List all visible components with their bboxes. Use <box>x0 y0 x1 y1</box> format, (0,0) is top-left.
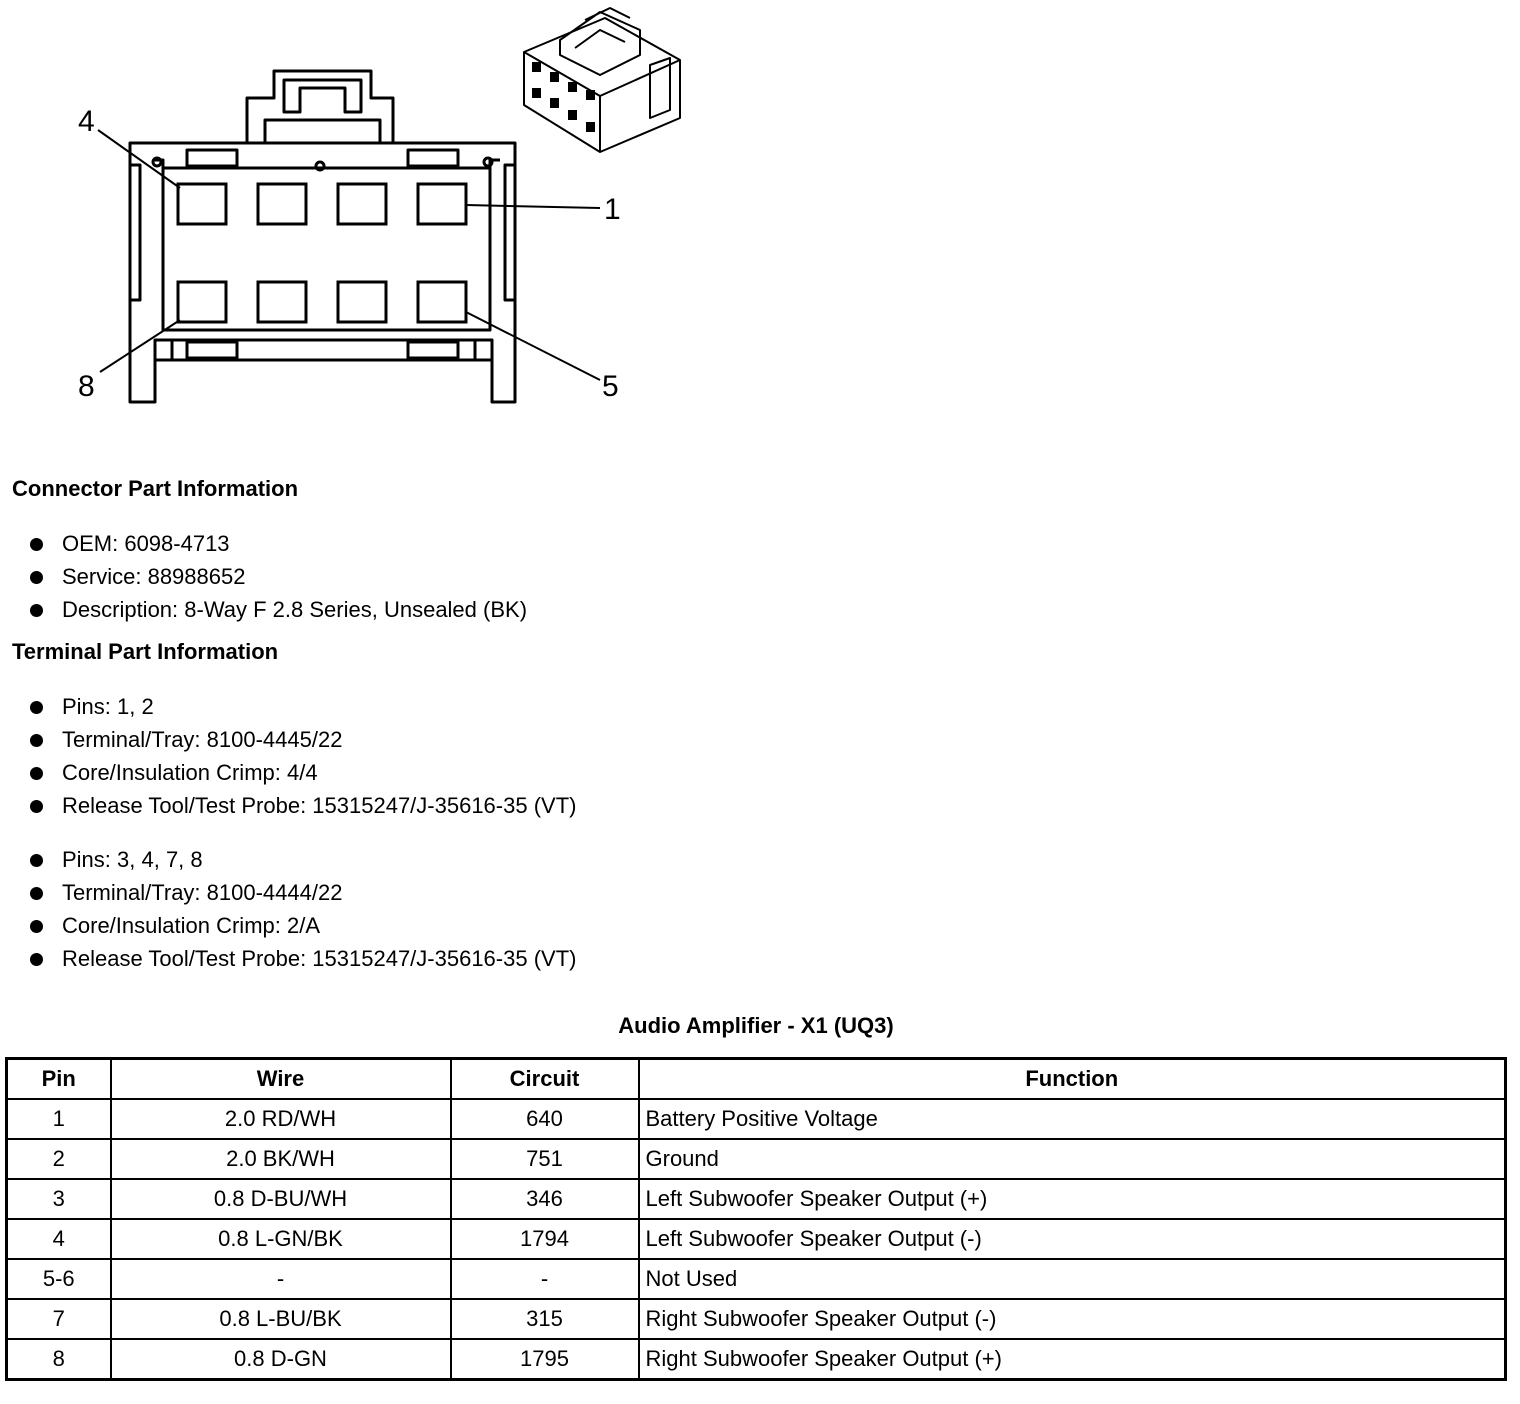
cell-function: Battery Positive Voltage <box>639 1099 1506 1139</box>
pin-cavity-1 <box>418 184 466 224</box>
list-item: Core/Insulation Crimp: 4/4 <box>28 756 576 789</box>
cell-wire: 0.8 L-GN/BK <box>111 1219 451 1259</box>
pin-label-8: 8 <box>78 370 95 403</box>
table-row <box>7 1179 1506 1219</box>
pin-cavity-7 <box>258 282 306 322</box>
connector-part-list <box>28 527 527 626</box>
table-title: Audio Amplifier - X1 (UQ3) <box>618 1013 894 1038</box>
cell-circuit: 1794 <box>451 1219 639 1259</box>
header-pin: Pin <box>7 1059 111 1100</box>
table-row <box>7 1339 1506 1380</box>
cell-circuit: 640 <box>451 1099 639 1139</box>
terminal-part-heading: Terminal Part Information <box>12 639 279 664</box>
connector-diagram <box>0 0 760 440</box>
cell-wire: - <box>111 1259 451 1299</box>
pin-cavity-6 <box>338 282 386 322</box>
cell-pin: 5-6 <box>7 1259 111 1299</box>
pinout-table <box>5 1057 1507 1381</box>
list-item: Terminal/Tray: 8100-4445/22 <box>28 723 576 756</box>
connector-latch <box>247 71 393 143</box>
leader-line-5 <box>466 312 600 380</box>
cell-pin: 8 <box>7 1339 111 1380</box>
terminal-part-list-1 <box>28 690 576 822</box>
header-function: Function <box>639 1059 1506 1100</box>
table-row <box>7 1259 1506 1299</box>
list-item: Description: 8-Way F 2.8 Series, Unsealed (BK) <box>28 593 527 626</box>
cell-wire: 0.8 L-BU/BK <box>111 1299 451 1339</box>
cell-function: Not Used <box>639 1259 1506 1299</box>
pin-cavity-3 <box>258 184 306 224</box>
cell-function: Left Subwoofer Speaker Output (-) <box>639 1219 1506 1259</box>
pin-cavity-8 <box>178 282 226 322</box>
list-item: Service: 88988652 <box>28 560 527 593</box>
connector-body <box>130 143 515 402</box>
pin-cavity-5 <box>418 282 466 322</box>
cell-circuit: 315 <box>451 1299 639 1339</box>
pin-cavity-4 <box>178 184 226 224</box>
pin-label-5: 5 <box>602 370 619 403</box>
cell-wire: 2.0 BK/WH <box>111 1139 451 1179</box>
leader-line-8 <box>100 320 180 372</box>
list-item: Pins: 1, 2 <box>28 690 576 723</box>
leader-line-1 <box>466 205 600 208</box>
cell-circuit: - <box>451 1259 639 1299</box>
list-item: Core/Insulation Crimp: 2/A <box>28 909 576 942</box>
cell-function: Left Subwoofer Speaker Output (+) <box>639 1179 1506 1219</box>
pin-label-1: 1 <box>604 193 621 226</box>
cell-wire: 0.8 D-GN <box>111 1339 451 1380</box>
cell-pin: 7 <box>7 1299 111 1339</box>
cell-pin: 3 <box>7 1179 111 1219</box>
cell-circuit: 751 <box>451 1139 639 1179</box>
cell-wire: 2.0 RD/WH <box>111 1099 451 1139</box>
table-header-row <box>7 1059 1506 1100</box>
cell-function: Right Subwoofer Speaker Output (-) <box>639 1299 1506 1339</box>
connector-thumbnail <box>524 8 680 152</box>
cell-pin: 4 <box>7 1219 111 1259</box>
header-wire: Wire <box>111 1059 451 1100</box>
table-row <box>7 1099 1506 1139</box>
cell-pin: 2 <box>7 1139 111 1179</box>
list-item: Pins: 3, 4, 7, 8 <box>28 843 576 876</box>
table-row <box>7 1219 1506 1259</box>
cell-function: Right Subwoofer Speaker Output (+) <box>639 1339 1506 1380</box>
connector-part-heading: Connector Part Information <box>12 476 299 501</box>
terminal-part-list-2 <box>28 843 576 975</box>
list-item: OEM: 6098-4713 <box>28 527 527 560</box>
cell-circuit: 346 <box>451 1179 639 1219</box>
cell-circuit: 1795 <box>451 1339 639 1380</box>
list-item: Terminal/Tray: 8100-4444/22 <box>28 876 576 909</box>
cell-function: Ground <box>639 1139 1506 1179</box>
pin-cavity-2 <box>338 184 386 224</box>
pin-label-4: 4 <box>78 105 95 138</box>
list-item: Release Tool/Test Probe: 15315247/J-35616-35 (VT) <box>28 942 576 975</box>
header-circuit: Circuit <box>451 1059 639 1100</box>
table-row <box>7 1299 1506 1339</box>
list-item: Release Tool/Test Probe: 15315247/J-35616-35 (VT) <box>28 789 576 822</box>
table-row <box>7 1139 1506 1179</box>
cell-wire: 0.8 D-BU/WH <box>111 1179 451 1219</box>
cell-pin: 1 <box>7 1099 111 1139</box>
